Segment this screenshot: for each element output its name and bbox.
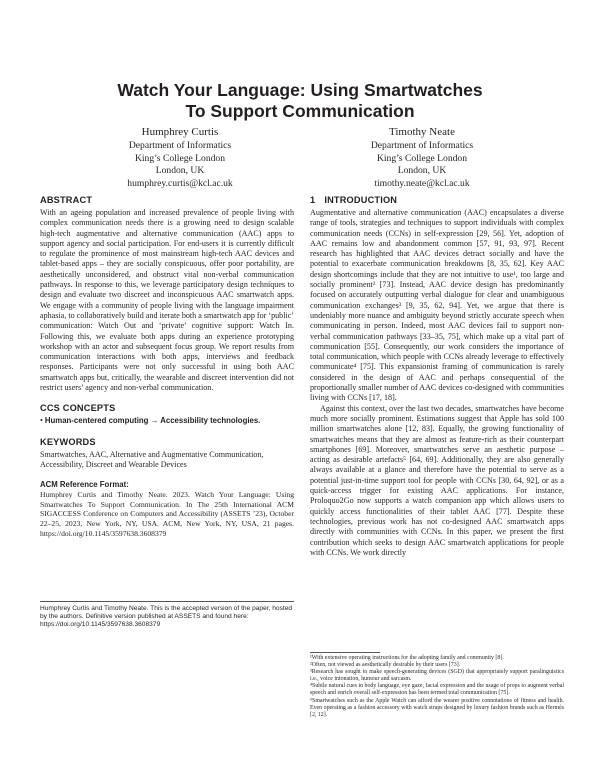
author-email[interactable]: humphrey.curtis@kcl.ac.uk [127,177,233,189]
keywords-text: Smartwatches, AAC, Alternative and Augmentative Communication, Accessibility, Discreet and Wearable Devices [40,449,264,469]
author-department: Department of Informatics [370,140,474,151]
footnote: ³Research has sought to make speech-generating devices (SGD) that appropriately support paralinguistics i.e., voice intonation, humour and sarcasm. [310,669,564,683]
ccs-section [40,403,294,426]
ccs-heading: CCS CONCEPTS [40,403,116,414]
author-city: London, UK [397,165,447,177]
intro-paragraph-2: Against this context, over the last two decades, smartwatches have become much more socially prominent. Estimations suggest that Apple has sold 100 million smartwatches alone [12, 83]. Equally, the growing functionality of smartwatches means that they are almost as feature-rich as their counterpart smartphones [69]. Moreover, smartwatches serve an aesthetic purpose – acting as desirable artefacts⁵ [64, 69]. Additionally, they are also generally always available at a glance and therefore have the potential to serve as a potential just-in-time support tool for people with CCNs [30, 64, 92], or as a quick-access trigger for existing AAC applications. For instance, Proloquo2Go now supports a watch companion app which allows users to quickly access functionalities of their tablet AAC [77]. Despite these technologies, previous work has not co-designed AAC smartwatch apps directly with communities with CCNs. In this paper, we present the first contribution which seeks to design AAC smartwatch applications for people with CCNs. We work directly [310,403,564,557]
author-block-1 [70,126,290,190]
footnote: ⁵Smartwatches such as the Apple Watch can afford the wearer positive connotations of fitness and health. Even operating as a fashion accessory with watch straps designed by luxury fashion brands such as Hermès [2, 12]. [310,697,564,718]
accepted-version-note: Humphrey Curtis and Timothy Neate. This is the accepted version of the paper, hosted by the authors. Definitive version published at ASSETS and found here: https://doi.org/10.1145/3597638.3608379 [40,605,293,629]
author-block-2 [312,126,532,190]
author-city: London, UK [155,165,205,177]
author-name: Timothy Neate [389,126,455,138]
paper-title [40,80,560,122]
footnotes [310,655,564,719]
ccs-text: Human-centered computing → Accessibility technologies. [44,416,261,426]
title-line-1: Watch Your Language: Using Smartwatches [117,80,483,100]
author-institution: King’s College London [376,152,468,164]
keywords-section [40,437,294,471]
footnote: ²Often, not viewed as aesthetically desirable by their users [73]. [310,662,461,669]
author-name: Humphrey Curtis [141,126,219,138]
author-department: Department of Informatics [128,140,232,151]
footnote: ¹With extensive operating instructions for the adopting family and community [8]. [310,655,504,661]
abstract-heading: ABSTRACT [40,195,93,205]
acm-reference-text: Humphrey Curtis and Timothy Neate. 2023. Watch Your Language: Using Smartwatches To Support Communication. In The 25th International ACM SIGACCESS Conference on Computers and Accessibility (ASSETS ’23), October 22–25, 2023, New York, NY, USA. ACM, New York, NY, USA, 21 pages. https://doi.org/10.1145/3597638.3608379 [40,490,294,538]
author-email[interactable]: timothy.neate@kcl.ac.uk [374,177,470,189]
acm-reference-heading: ACM Reference Format: [40,480,129,490]
left-column [40,195,294,548]
abstract-section [40,195,294,393]
keywords-heading: KEYWORDS [40,436,96,447]
note-divider [40,601,294,602]
author-institution: King’s College London [134,152,226,164]
introduction-section [310,195,564,558]
title-line-2: To Support Communication [185,101,415,121]
footnote-divider [310,652,380,653]
footnote: ⁴Subtle natural cues in body language, eye gaze, facial expression and the usage of props to augment verbal speech and enrich overall self-expression has been termed total communication [75]. [310,683,564,697]
intro-paragraph-1: Augmentative and alternative communication (AAC) encapsulates a diverse range of tools, strategies and techniques to support individuals with complex communication needs (CCNs) in self-expression [29, 56]. Yet, adoption of AAC remains low and abandonment common [57, 91, 93, 97]. Recent research has highlighted that AAC devices detract socially and have the potential to exacerbate communication breakdowns [8, 35, 62]. Key AAC design shortcomings include that they are not intuitive to use¹, too large and socially prominent² [73]. Instead, AAC device design has predominantly focused on accurately outputting verbal dialogue for clear and unambiguous communication exchanges³ [9, 35, 62, 94]. Yet, we argue that there is undeniably more nuance and ambiguity beyond strictly accurate speech when communicating in person. Indeed, most AAC devices fail to support non-verbal communication pathways [33–35, 75], which make up a vital part of communication [55]. Consequently, our work considers the importance of total communication, which people with CCNs already leverage to effectively communicate⁴ [75]. This expansionist framing of communication is rarely considered in the design of AAC and perhaps consequential of the proportionally smaller number of AAC devices co-designed with communities living with CCNs [17, 18]. [310,208,565,403]
section-title: INTRODUCTION [324,195,398,205]
ccs-concept [40,416,294,426]
abstract-text: With an ageing population and increased prevalence of people living with complex communication needs there is a growing need to design scalable high-tech augmentative and alternative communication (AAC) apps to support agency and social participation. For end-users it is currently difficult to regulate the prominence of most mainstream high-tech AAC devices and tablet-based apps – they are socially conspicuous, offer poor portability, are aesthetically unconsidered, and obstruct vital non-verbal communication pathways. In response to this, we leverage participatory design techniques to design and evaluate two discreet and inconspicuous AAC smartwatch apps. We engage with a community of people living with the language impairment aphasia, to collaboratively build and iterate both a smartwatch app for ‘public’ communication: Watch Out and ‘private’ cognitive support: Watch In. Following this, we evaluate both apps during an experience prototyping workshop with an actor and subsequent focus group. We report results from communication interactions with both apps, interviews and feedback responses. Participants were not only successful in using both AAC smartwatch apps but, critically, the wearable and discreet intervention did not restrict users’ agency and non-verbal communication. [40,208,294,393]
ccs-bullet: • [40,416,43,426]
section-number: 1 [310,195,316,205]
introduction-heading [310,195,564,205]
right-column [310,195,564,568]
acm-reference-section [40,480,294,538]
